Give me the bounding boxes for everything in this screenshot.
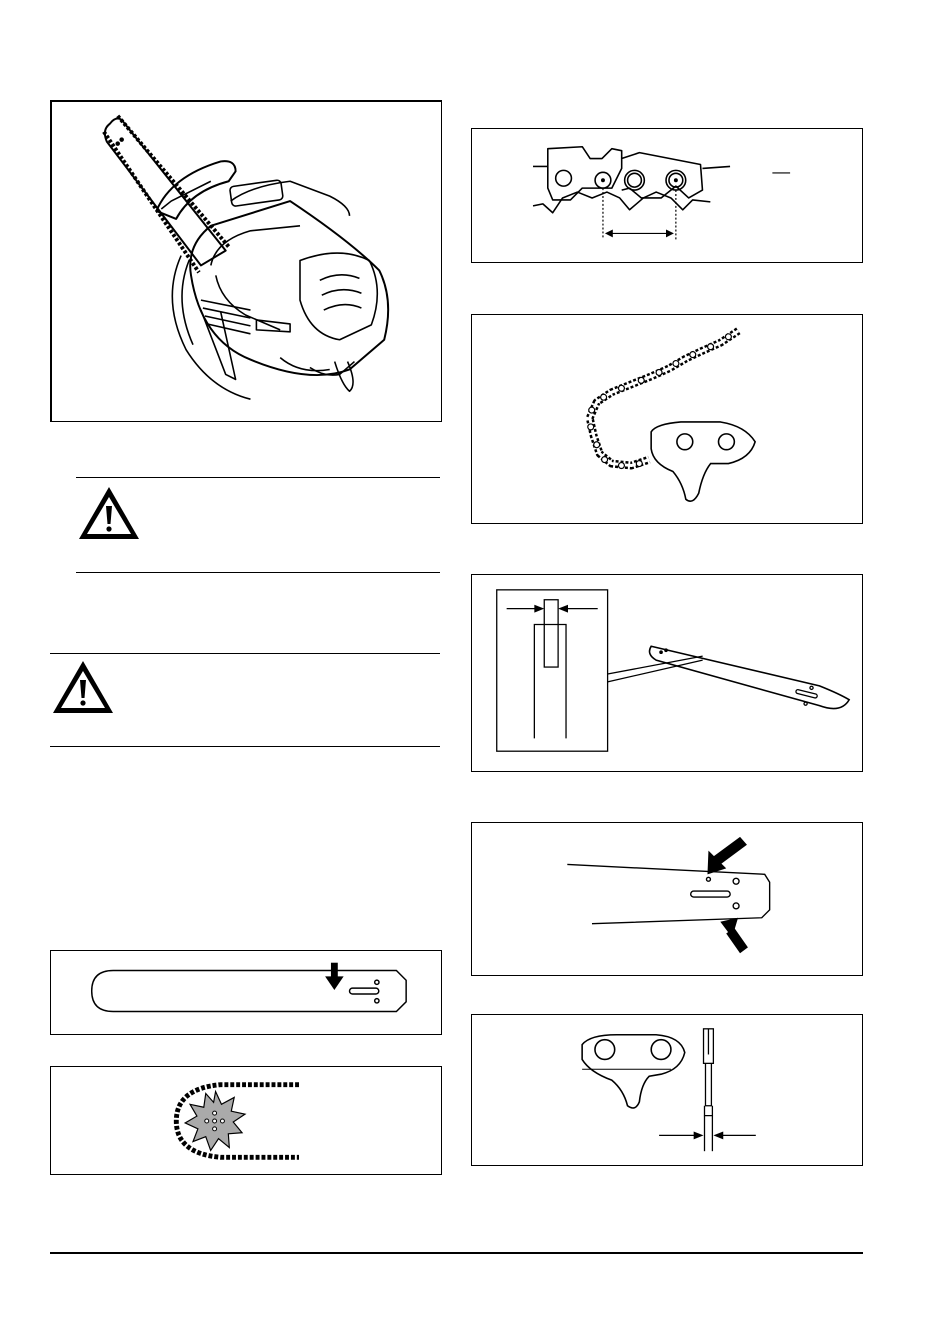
bar-mark-figure: [50, 950, 442, 1035]
bar-holes-figure: [471, 822, 863, 976]
chain-pitch-illustration: [472, 129, 862, 262]
chain-loop-illustration: [472, 315, 862, 523]
sprocket-illustration: [51, 1067, 441, 1174]
chainsaw-illustration: [52, 102, 441, 421]
chain-pitch-figure: [471, 128, 863, 263]
warning-1: [76, 478, 440, 572]
drive-link-gauge-illustration: [472, 1015, 862, 1165]
warning-triangle-icon: [50, 658, 116, 716]
down-arrow-icon: [707, 837, 746, 875]
chain-loop-figure: [471, 314, 863, 524]
drive-link-icon: [651, 422, 755, 501]
bar-holes-illustration: [472, 823, 862, 975]
drive-link-gauge-figure: [471, 1014, 863, 1166]
bar-groove-figure: [471, 574, 863, 772]
fraction-bar-glyph: —: [772, 161, 791, 182]
sprocket-figure: [50, 1066, 442, 1175]
up-arrow-icon: [720, 918, 748, 954]
chainsaw-figure: [50, 100, 442, 422]
guide-bar-illustration: [51, 951, 441, 1034]
warning-2-bottom-rule: [50, 746, 440, 747]
warning-triangle-icon: [76, 484, 142, 542]
bar-groove-illustration: [472, 575, 862, 771]
warning-1-bottom-rule: [76, 572, 440, 573]
down-arrow-icon: [325, 963, 344, 990]
footer-rule: [50, 1252, 863, 1254]
warning-2: [50, 654, 440, 746]
sprocket-icon: [185, 1092, 245, 1151]
